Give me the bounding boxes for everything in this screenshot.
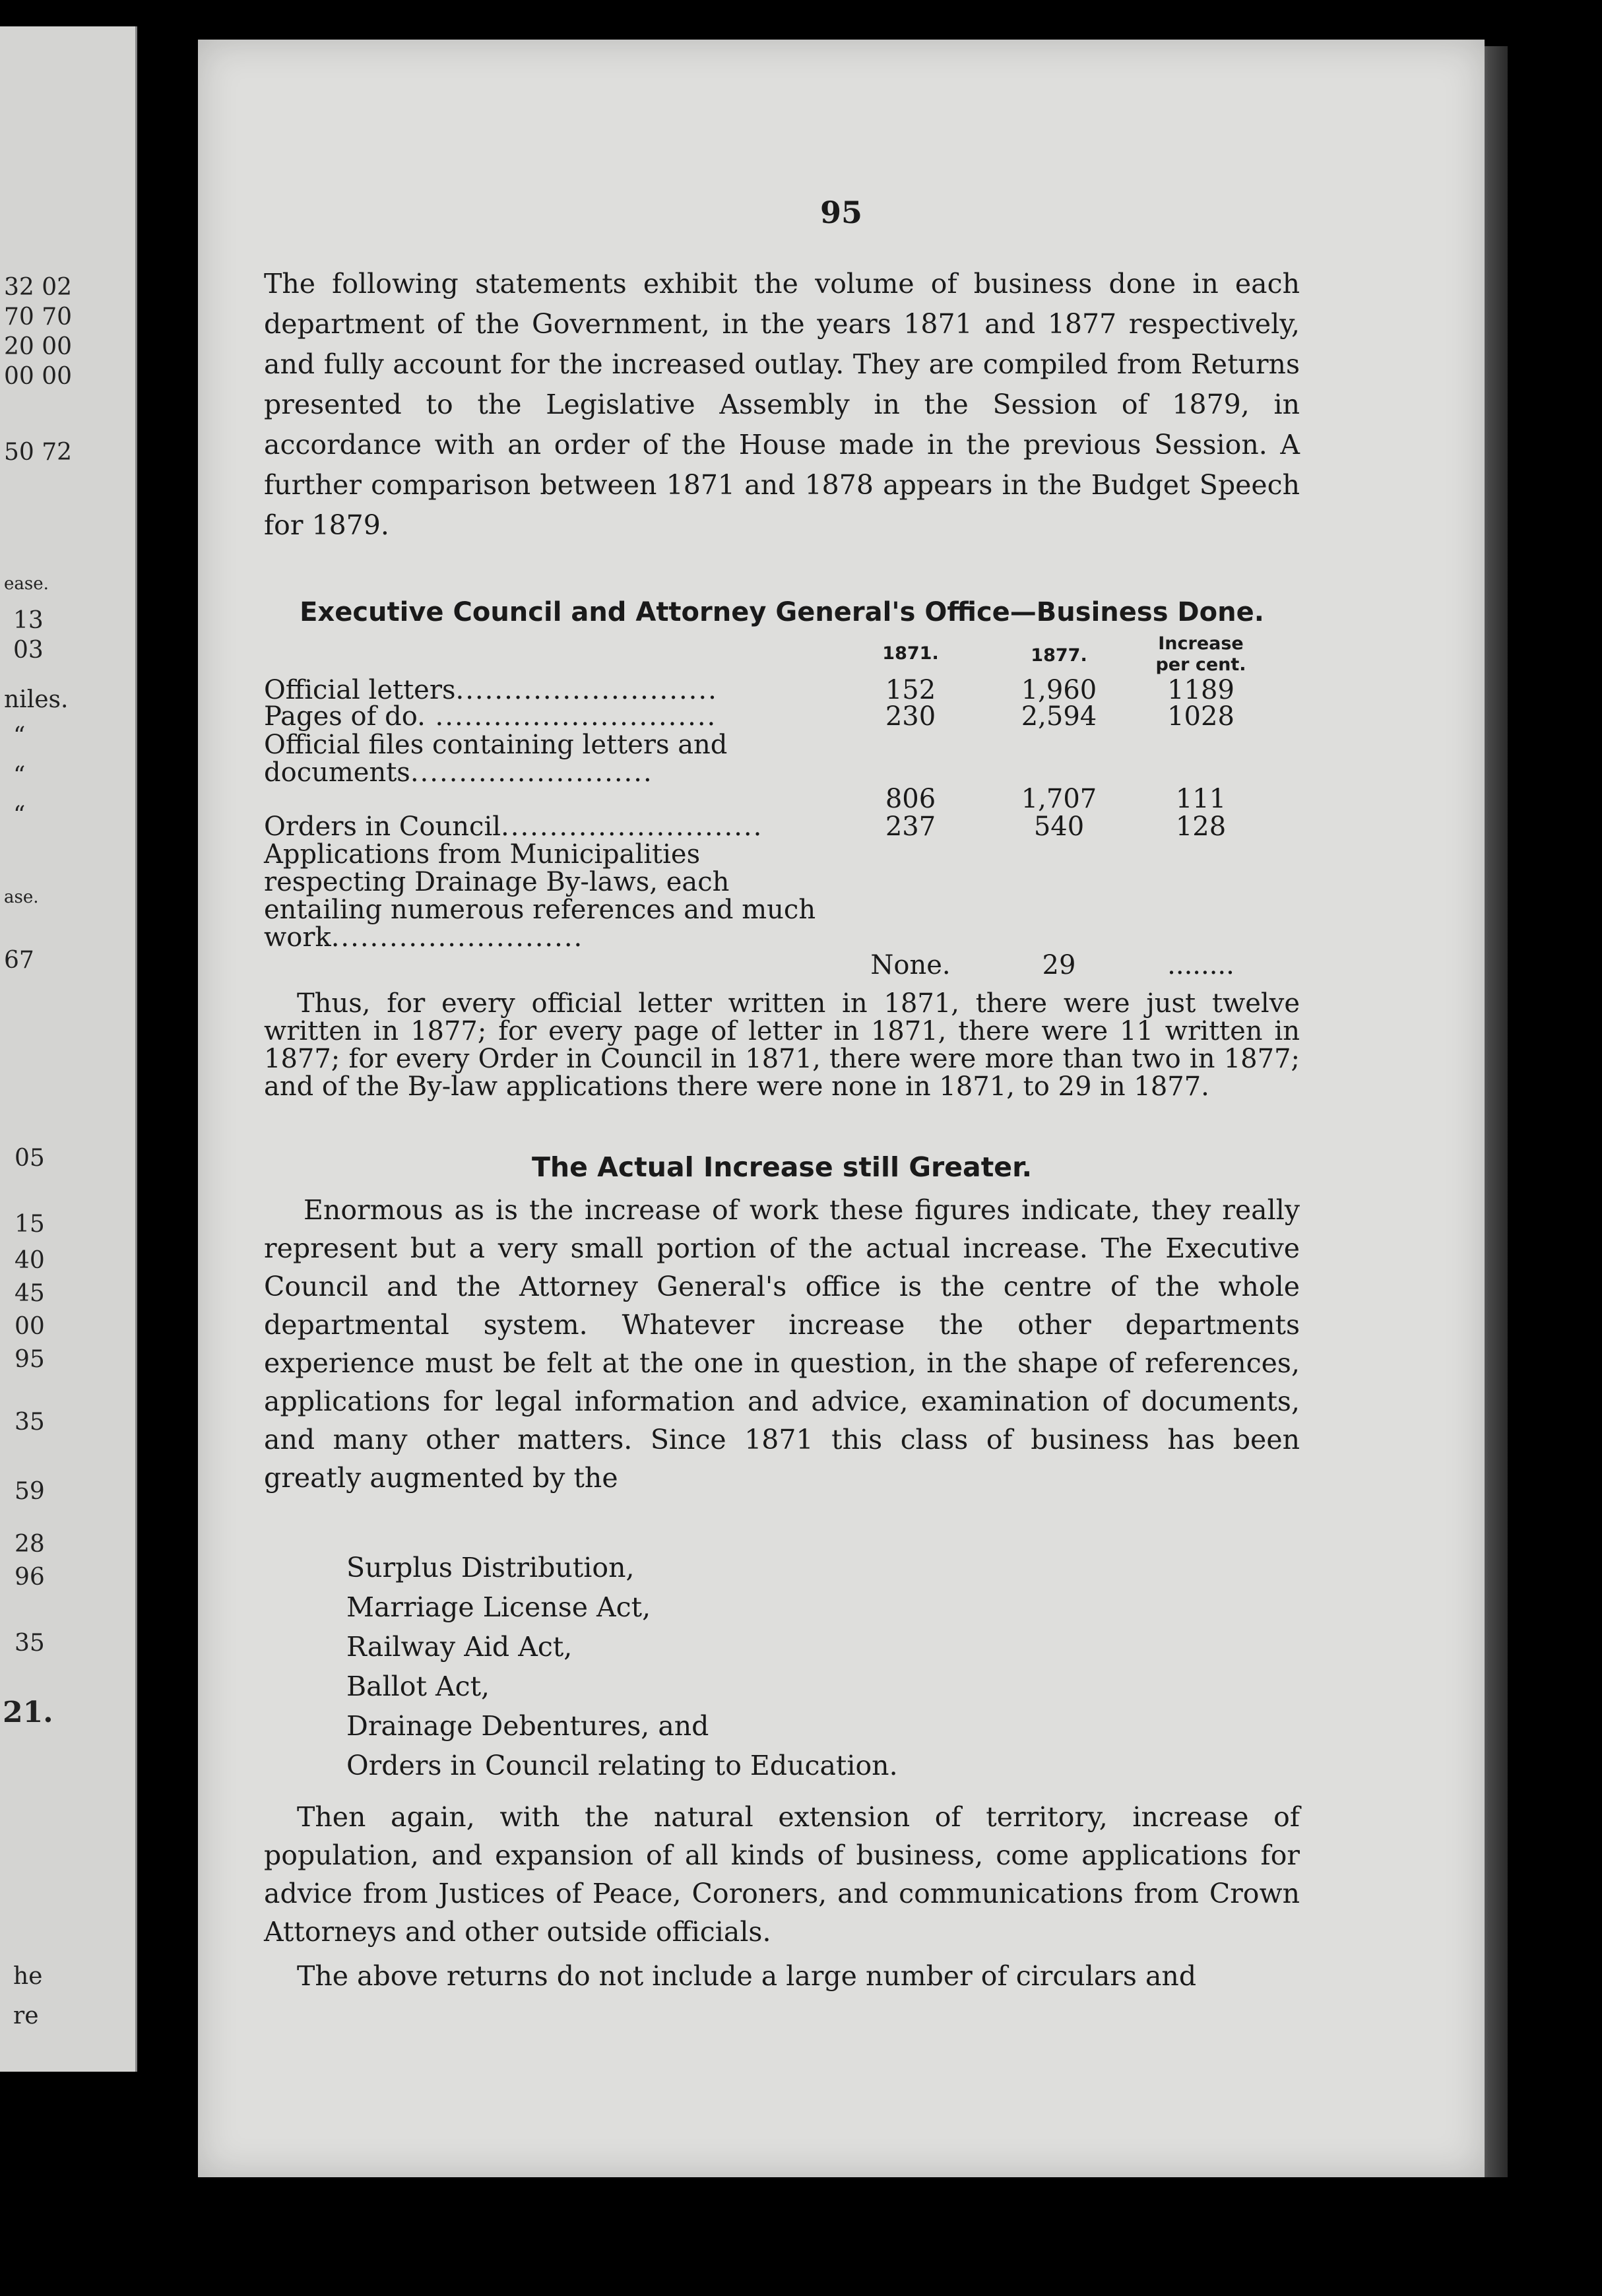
page-number: 95 [819, 195, 862, 230]
document-page [198, 40, 1485, 2177]
column-header-increase: Increase per cent. [1155, 633, 1246, 675]
table-cell-increase: ........ [1167, 950, 1234, 980]
then-paragraph: Then again, with the natural extension of territory, increase of population, and expansion of all kinds of business, come applications for advice from Justices of Peace, Coroners, and communications from Crown Attorneys and other outside officials. [264, 1801, 1300, 1948]
left-fragment: 13 [13, 607, 44, 634]
left-fragment: he [13, 1963, 43, 1990]
table-cell-1871: None. [870, 950, 951, 980]
left-fragment: 45 [15, 1280, 45, 1307]
table-cell-1877: 29 [1042, 950, 1076, 980]
left-fragment: “ [13, 722, 26, 749]
left-fragment: 50 72 [4, 439, 73, 466]
table-cell-increase: 1028 [1167, 701, 1234, 732]
act-list-item: Ballot Act, [346, 1671, 490, 1702]
table-cell-1877: 540 [1033, 812, 1085, 842]
thus-paragraph: Thus, for every official letter written in 1871, there were just twelve written in 1877; for every page of letter in 1871, there were 11 written in 1877; for every Order in Council in 1871, there were more than two in 1877; and of the By-law applications there were none in 1871, to 29 in 1877. [264, 988, 1300, 1102]
left-fragment: re [13, 2002, 39, 2029]
enormous-paragraph: Enormous as is the increase of work these figures indicate, they really represent but a very small portion of the actual increase. The Executive Council and the Attorney General's office is the centre of the whole departmental system. Whatever increase the other departments experience must be felt at the one in question, in the shape of references, applications for legal information and advice, examination of documents, and many other matters. Since 1871 this class of business has been greatly augmented by the [264, 1194, 1300, 1494]
left-fragment: “ [13, 762, 26, 789]
left-fragment: 15 [15, 1211, 45, 1238]
column-header-1877: 1877. [1031, 645, 1087, 666]
left-fragment: 67 [4, 947, 34, 974]
left-fragment: 32 02 [4, 274, 73, 301]
act-list-item: Railway Aid Act, [346, 1631, 573, 1663]
left-fragment: 95 [15, 1346, 45, 1373]
act-list-item: Surplus Distribution, [346, 1552, 635, 1583]
left-fragment: ease. [4, 574, 49, 594]
last-paragraph: The above returns do not include a large number of circulars and [297, 1960, 1197, 1992]
left-fragment: 59 [15, 1478, 45, 1505]
table-cell-1877: 2,594 [1021, 701, 1097, 732]
table-cell-1871: 237 [885, 812, 936, 842]
left-fragment: 21. [3, 1696, 53, 1729]
left-fragment: ase. [4, 887, 39, 907]
intro-paragraph: The following statements exhibit the volume of business done in each department of the Government, in the years 1871 and 1877 respectively, and fully account for the increased outlay. They are compiled from Returns presented to the Legislative Assembly in the Session of 1879, in accordance with an order of the House made in the previous Session. A further comparison between 1871 and 1878 appears in the Budget Speech for 1879. [264, 268, 1300, 541]
section-subheading: The Actual Increase still Greater. [531, 1151, 1033, 1183]
left-fragment: niles. [4, 686, 69, 713]
table-cell-increase: 1189 [1167, 675, 1234, 705]
left-fragment: 00 [15, 1313, 45, 1340]
left-fragment: “ [13, 802, 26, 829]
column-header-1871: 1871. [882, 643, 939, 664]
table-row-label: Pages of do. ............................. [264, 701, 717, 732]
table-row-label: Official letters........................... [264, 675, 718, 705]
table-cell-1877: 1,960 [1021, 675, 1097, 705]
table-cell-1871: 230 [885, 701, 936, 732]
left-fragment: 20 00 [4, 333, 73, 360]
table-cell-1871: 152 [885, 675, 936, 705]
left-fragment: 05 [15, 1145, 45, 1172]
left-fragment: 40 [15, 1247, 45, 1274]
table-cell-1877: 1,707 [1021, 784, 1097, 814]
table-cell-increase: 128 [1175, 812, 1227, 842]
table-row-label: Official files containing letters and documents......................... [264, 730, 728, 788]
left-fragment: 03 [13, 637, 44, 664]
left-fragment: 28 [15, 1531, 45, 1558]
table-row-label: Applications from Municipalities respecting Drainage By-laws, each entailing numerous references and much work.......................... [264, 839, 816, 953]
table-title: Executive Council and Attorney General's Office—Business Done. [300, 597, 1264, 627]
act-list-item: Orders in Council relating to Education. [346, 1750, 898, 1781]
left-fragment: 70 70 [4, 303, 73, 331]
left-fragment: 35 [15, 1409, 45, 1436]
left-fragment: 35 [15, 1630, 45, 1657]
act-list-item: Drainage Debentures, and [346, 1710, 709, 1742]
table-row-label: Orders in Council........................... [264, 812, 763, 842]
left-fragment: 00 00 [4, 363, 73, 390]
table-cell-1871: 806 [885, 784, 936, 814]
left-fragment: 96 [15, 1564, 45, 1591]
facing-page [0, 26, 137, 2072]
act-list-item: Marriage License Act, [346, 1591, 651, 1623]
table-cell-increase: 111 [1175, 784, 1227, 814]
